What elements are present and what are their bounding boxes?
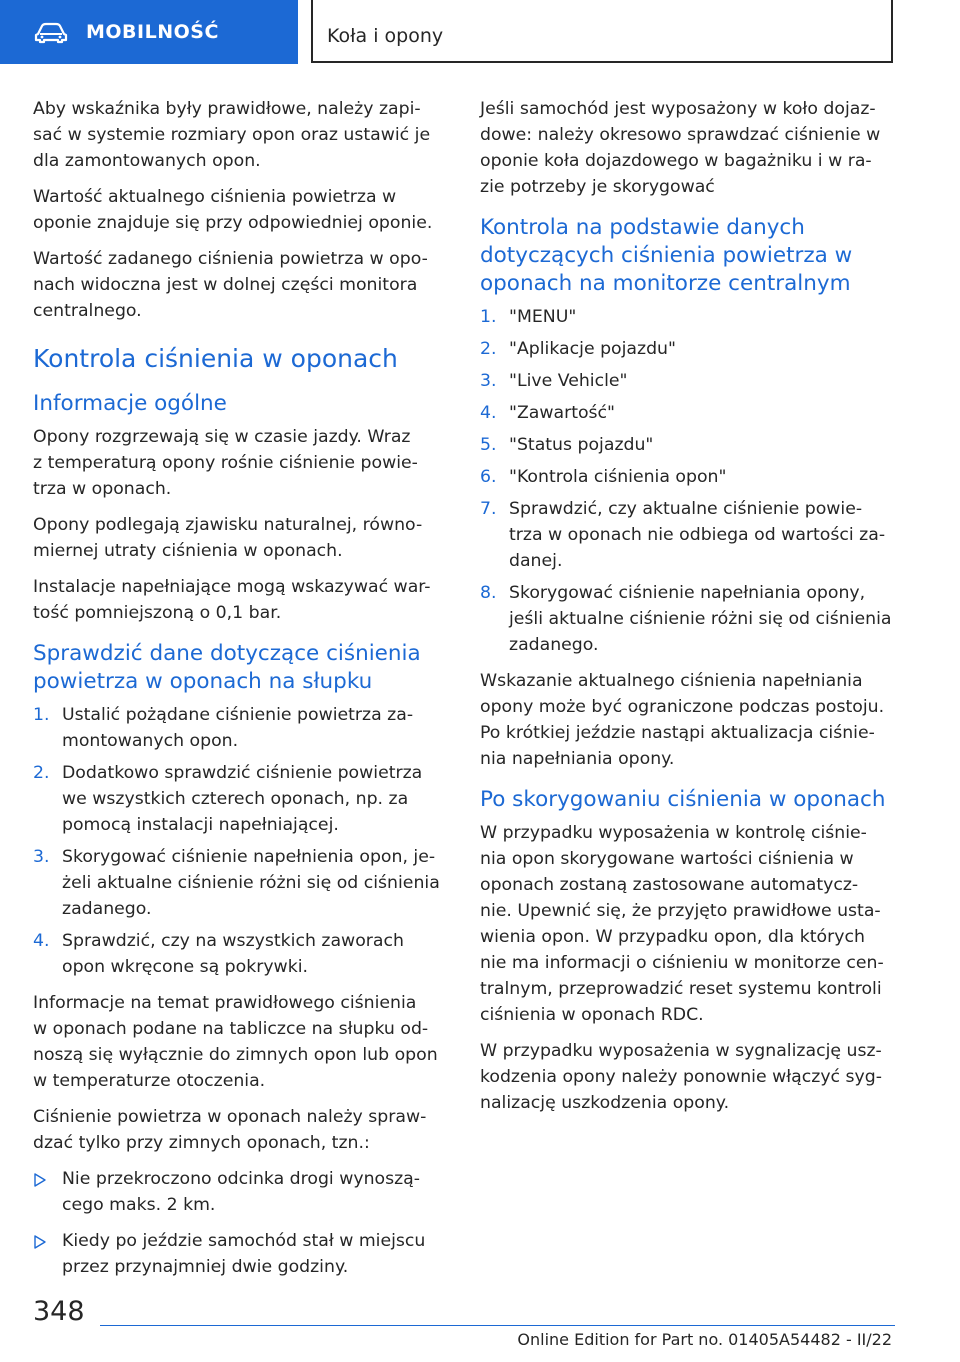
text-line: dla zamontowanych opon. <box>33 151 261 171</box>
step-number: 1. <box>33 705 50 725</box>
text-line: Wartość aktualnego ciśnienia powietrza w <box>33 187 397 207</box>
text-line: nia opon skorygowane wartości ciśnienia w <box>480 849 854 869</box>
text-line: w temperaturze otoczenia. <box>33 1071 266 1091</box>
text-line: trza w oponach nie odbiega od wartości za- <box>509 525 886 545</box>
page-number: 348 <box>33 1296 85 1327</box>
text-line: Skorygować ciśnienie napełnienia opon, je- <box>62 847 436 867</box>
text-line: nach widoczna jest w dolnej części monitora <box>33 275 418 295</box>
text-line: W przypadku wyposażenia w kontrolę ciśnie- <box>480 823 867 843</box>
step-number: 2. <box>480 339 497 359</box>
list-item <box>480 400 900 426</box>
text-line: W przypadku wyposażenia w sygnalizację usz- <box>480 1041 882 1061</box>
text-line: nalizację uszkodzenia opony. <box>480 1093 730 1113</box>
subsection-heading <box>480 214 900 298</box>
text-line: "Kontrola ciśnienia opon" <box>509 467 727 487</box>
list-item <box>33 928 451 980</box>
text-line: nia napełniania opony. <box>480 749 675 769</box>
numbered-list <box>33 702 451 980</box>
text-line: zadanego. <box>62 899 152 919</box>
text-line: Kiedy po jeździe samochód stał w miejscu <box>62 1231 426 1251</box>
text-line: Sprawdzić, czy aktualne ciśnienie powie- <box>509 499 863 519</box>
text-line: Sprawdzić, czy na wszystkich zaworach <box>62 931 404 951</box>
text-line: przez przynajmniej dwie godziny. <box>62 1257 349 1277</box>
chapter-title: Koła i opony <box>327 25 444 47</box>
paragraph <box>480 820 900 1028</box>
text-line: pomocą instalacji napełniającej. <box>62 815 339 835</box>
text-line: Informacje na temat prawidłowego ciśnienia <box>33 993 417 1013</box>
heading-line: Po skorygowaniu ciśnienia w oponach <box>480 787 886 812</box>
step-number: 7. <box>480 499 497 519</box>
heading-line: powietrza w oponach na słupku <box>33 669 373 694</box>
text-line: Dodatkowo sprawdzić ciśnienie powietrza <box>62 763 423 783</box>
list-item <box>480 580 900 658</box>
text-line: oponach zostaną zastosowane automatycz- <box>480 875 859 895</box>
paragraph <box>480 668 900 772</box>
list-item <box>33 844 451 922</box>
paragraph <box>33 96 451 174</box>
text-line: montowanych opon. <box>62 731 239 751</box>
text-line: ciśnienia w oponach RDC. <box>480 1005 704 1025</box>
section-tab <box>0 0 298 64</box>
list-item <box>33 1228 451 1280</box>
text-line: miernej utraty ciśnienia w oponach. <box>33 541 343 561</box>
text-line: noszą się wyłącznie do zimnych opon lub opon <box>33 1045 438 1065</box>
text-line: Wskazanie aktualnego ciśnienia napełniania <box>480 671 863 691</box>
text-line: "Zawartość" <box>509 403 616 423</box>
text-line: Skorygować ciśnienie napełniania opony, <box>509 583 866 603</box>
text-line: żeli aktualne ciśnienie różni się od ciśnienia <box>62 873 440 893</box>
list-item <box>33 1166 451 1218</box>
text-line: "Status pojazdu" <box>509 435 654 455</box>
list-item <box>33 702 451 754</box>
triangle-bullet-icon <box>34 1173 46 1187</box>
text-line: Opony podlegają zjawisku naturalnej, równo- <box>33 515 423 535</box>
text-line: Wartość zadanego ciśnienia powietrza w opo- <box>33 249 428 269</box>
subsection-heading <box>33 390 451 418</box>
list-item <box>33 760 451 838</box>
chapter-title-frame <box>311 0 893 63</box>
text-line: opony może być ograniczone podczas postoju. <box>480 697 885 717</box>
edition-note: Online Edition for Part no. 01405A54482 - II/22 <box>517 1330 892 1349</box>
text-line: kodzenia opony należy ponownie włączyć syg- <box>480 1067 882 1087</box>
text-line: nie. Upewnić się, że przyjęto prawidłowe usta- <box>480 901 881 921</box>
list-item <box>480 304 900 330</box>
step-number: 8. <box>480 583 497 603</box>
left-column <box>33 96 451 1290</box>
list-item <box>480 432 900 458</box>
paragraph <box>33 574 451 626</box>
text-line: tralnym, przeprowadzić reset systemu kontroli <box>480 979 882 999</box>
text-line: dzać tylko przy zimnych oponach, tzn.: <box>33 1133 370 1153</box>
text-line: nie ma informacji o ciśnieniu w monitorze cen- <box>480 953 884 973</box>
list-item <box>480 496 900 574</box>
numbered-list <box>480 304 900 658</box>
text-line: zadanego. <box>509 635 599 655</box>
triangle-bullet-icon <box>34 1235 46 1249</box>
text-line: zie potrzeby je skorygować <box>480 177 715 197</box>
text-line: Nie przekroczono odcinka drogi wynoszą- <box>62 1169 421 1189</box>
text-line: centralnego. <box>33 301 142 321</box>
text-line: Ustalić pożądane ciśnienie powietrza za- <box>62 705 414 725</box>
paragraph <box>480 96 900 200</box>
text-line: sać w systemie rozmiary opon oraz ustawić je <box>33 125 431 145</box>
text-line: z temperaturą opony rośnie ciśnienie powie- <box>33 453 418 473</box>
list-item <box>480 368 900 394</box>
section-name: MOBILNOŚĆ <box>86 21 219 43</box>
text-line: Opony rozgrzewają się w czasie jazdy. Wraz <box>33 427 411 447</box>
text-line: "Live Vehicle" <box>509 371 628 391</box>
paragraph <box>480 1038 900 1116</box>
text-line: Instalacje napełniające mogą wskazywać war- <box>33 577 431 597</box>
text-line: trza w oponach. <box>33 479 172 499</box>
text-line: Po krótkiej jeździe nastąpi aktualizacja ciśnie- <box>480 723 875 743</box>
text-line: Jeśli samochód jest wyposażony w koło dojaz- <box>480 99 876 119</box>
section-heading: Kontrola ciśnienia w oponach <box>33 344 398 373</box>
step-number: 5. <box>480 435 497 455</box>
step-number: 6. <box>480 467 497 487</box>
text-line: w oponach podane na tabliczce na słupku od- <box>33 1019 429 1039</box>
heading-line: dotyczących ciśnienia powietrza w <box>480 243 853 268</box>
subsection-heading <box>33 640 451 696</box>
paragraph <box>33 246 451 324</box>
paragraph <box>33 184 451 236</box>
paragraph <box>33 424 451 502</box>
paragraph <box>33 1104 451 1156</box>
subsection-heading <box>480 786 900 814</box>
text-line: cego maks. 2 km. <box>62 1195 216 1215</box>
heading-line: Informacje ogólne <box>33 391 227 416</box>
step-number: 2. <box>33 763 50 783</box>
paragraph <box>33 990 451 1094</box>
text-line: Aby wskaźnika były prawidłowe, należy zapi- <box>33 99 421 119</box>
text-line: opon wkręcone są pokrywki. <box>62 957 308 977</box>
bullet-list <box>33 1166 451 1280</box>
step-number: 3. <box>33 847 50 867</box>
step-number: 4. <box>33 931 50 951</box>
text-line: danej. <box>509 551 563 571</box>
text-line: "MENU" <box>509 307 577 327</box>
step-number: 4. <box>480 403 497 423</box>
text-line: Ciśnienie powietrza w oponach należy spraw- <box>33 1107 427 1127</box>
paragraph <box>33 512 451 564</box>
step-number: 1. <box>480 307 497 327</box>
text-line: oponie koła dojazdowego w bagażniku i w ra- <box>480 151 872 171</box>
text-line: jeśli aktualne ciśnienie różni się od ciśnienia <box>509 609 892 629</box>
text-line: dowe: należy okresowo sprawdzać ciśnienie w <box>480 125 881 145</box>
right-column <box>480 96 900 1126</box>
text-line: wienia opon. W przypadku opon, dla których <box>480 927 865 947</box>
step-number: 3. <box>480 371 497 391</box>
heading-line: Sprawdzić dane dotyczące ciśnienia <box>33 641 421 666</box>
text-line: oponie znajduje się przy odpowiedniej oponie. <box>33 213 433 233</box>
text-line: tość pomniejszoną o 0,1 bar. <box>33 603 282 623</box>
heading-line: Kontrola na podstawie danych <box>480 215 805 240</box>
footer-divider <box>100 1325 895 1326</box>
text-line: "Aplikacje pojazdu" <box>509 339 676 359</box>
text-line: we wszystkich czterech oponach, np. za <box>62 789 409 809</box>
heading-line: oponach na monitorze centralnym <box>480 271 851 296</box>
car-icon <box>34 20 68 44</box>
list-item <box>480 464 900 490</box>
list-item <box>480 336 900 362</box>
